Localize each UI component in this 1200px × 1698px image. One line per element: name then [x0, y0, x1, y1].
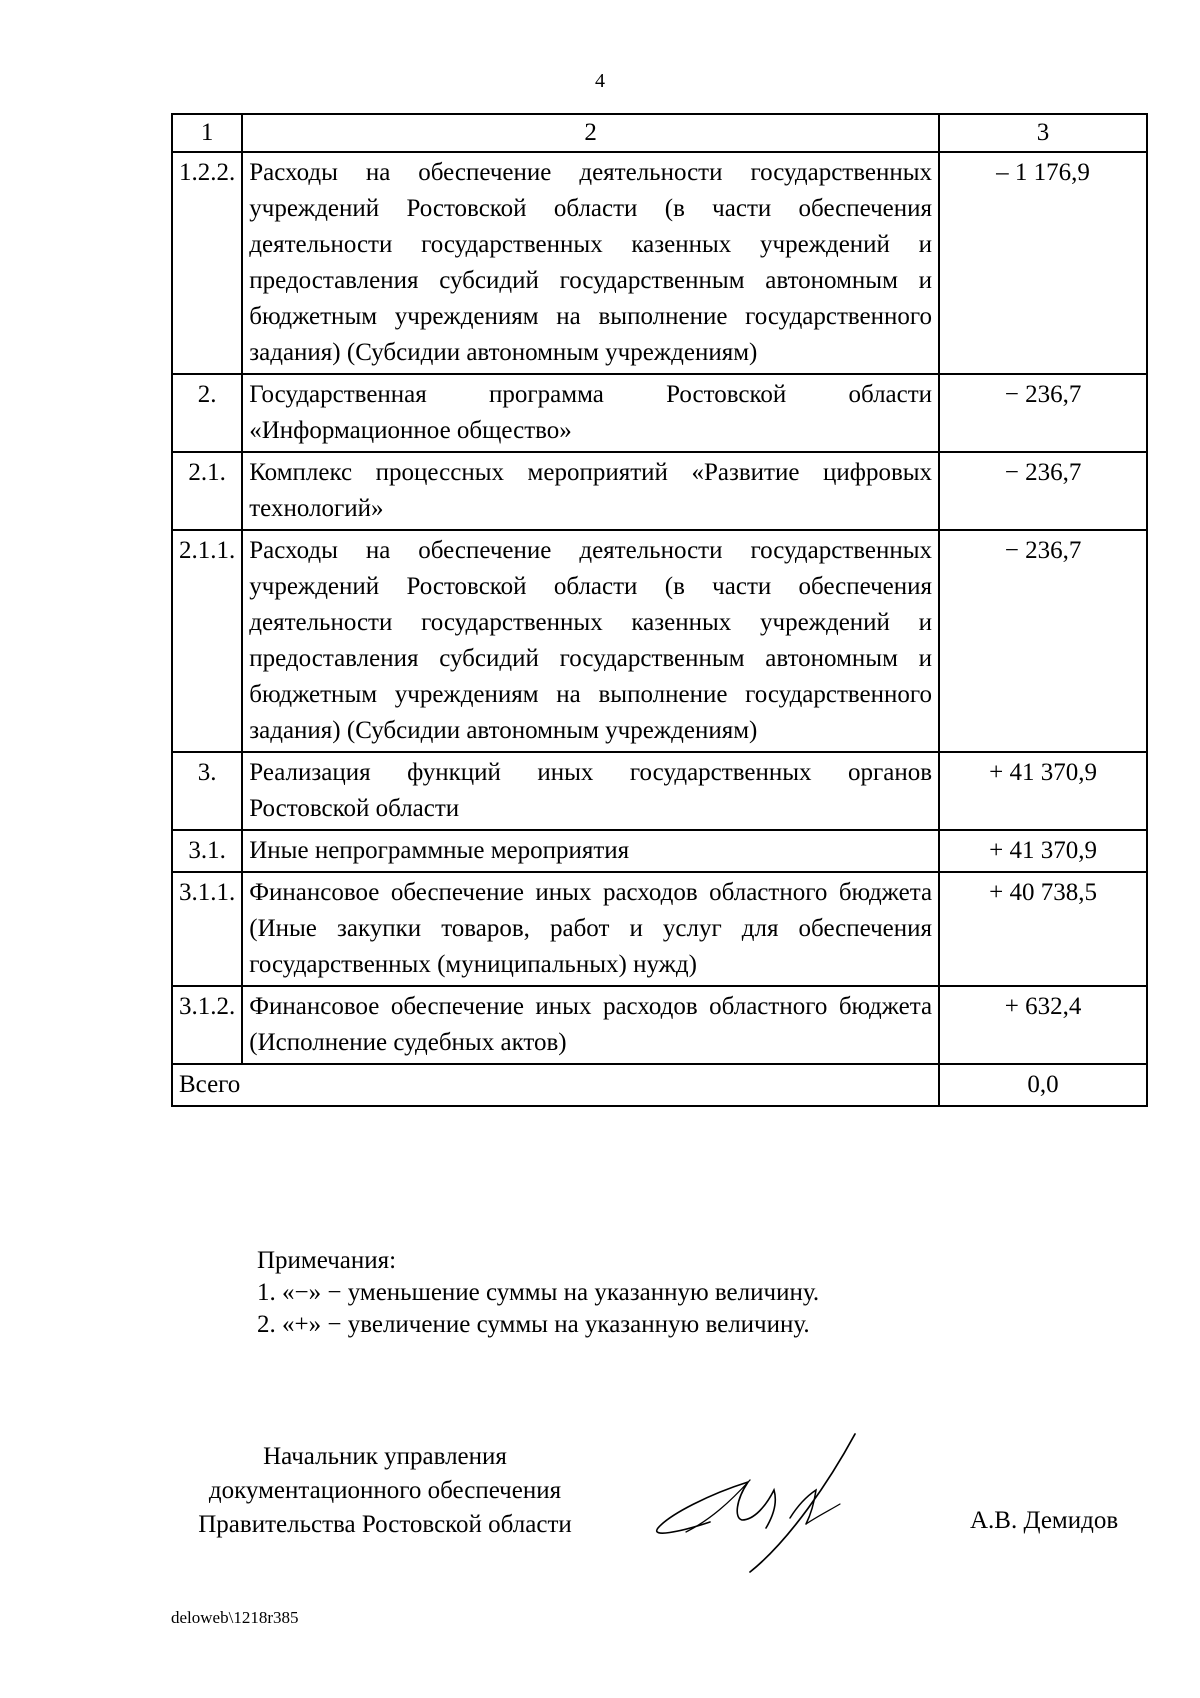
row-name: Расходы на обеспечение деятельности государственных учреждений Ростовской области (в части обеспечения деятельности государственных казенных учреждений и предоставления субсидий государственным автономным и бюджетным учреждениям на выполнение государственного задания) (Субсидии автономным учреждениям): [242, 152, 939, 374]
header-col-1: 1: [172, 114, 242, 152]
table-row: [172, 872, 1147, 986]
signer-title-line: Правительства Ростовской области: [198, 1511, 572, 1538]
total-value: 0,0: [939, 1064, 1147, 1106]
row-value: − 236,7: [939, 530, 1147, 752]
notes-title: Примечания:: [257, 1247, 397, 1274]
table-row: [172, 830, 1147, 872]
row-name: Иные непрограммные мероприятия: [242, 830, 939, 872]
row-value: + 40 738,5: [939, 872, 1147, 986]
row-number: 2.1.: [172, 452, 242, 530]
row-value: + 41 370,9: [939, 830, 1147, 872]
row-number: 2.1.1.: [172, 530, 242, 752]
signer-position: [150, 1440, 620, 1542]
table-row: [172, 986, 1147, 1064]
table-row: [172, 752, 1147, 830]
row-value: + 632,4: [939, 986, 1147, 1064]
document-code: deloweb\1218r385: [171, 1608, 299, 1627]
row-name: Расходы на обеспечение деятельности государственных учреждений Ростовской области (в части обеспечения деятельности государственных казенных учреждений и предоставления субсидий государственным автономным и бюджетным учреждениям на выполнение государственного задания) (Субсидии автономным учреждениям): [242, 530, 939, 752]
signer-title-line: документационного обеспечения: [208, 1477, 562, 1504]
notes-block: [257, 1245, 819, 1341]
table-total-row: [172, 1064, 1147, 1106]
row-name: Финансовое обеспечение иных расходов областного бюджета (Иные закупки товаров, работ и услуг для обеспечения государственных (муниципальных) нужд): [242, 872, 939, 986]
row-number: 1.2.2.: [172, 152, 242, 374]
table-row: [172, 530, 1147, 752]
signer-title-line: Начальник управления: [263, 1443, 507, 1470]
signer-name: А.В. Демидов: [970, 1507, 1119, 1534]
table-row: [172, 152, 1147, 374]
row-number: 2.: [172, 374, 242, 452]
total-label: Всего: [172, 1064, 939, 1106]
page-number: 4: [595, 70, 605, 92]
row-value: – 1 176,9: [939, 152, 1147, 374]
row-number: 3.1.: [172, 830, 242, 872]
handwritten-signature: [640, 1420, 940, 1580]
table-row: [172, 374, 1147, 452]
row-name: Государственная программа Ростовской области «Информационное общество»: [242, 374, 939, 452]
row-number: 3.1.2.: [172, 986, 242, 1064]
row-value: + 41 370,9: [939, 752, 1147, 830]
table-row: [172, 452, 1147, 530]
row-name: Комплекс процессных мероприятий «Развитие цифровых технологий»: [242, 452, 939, 530]
row-number: 3.1.1.: [172, 872, 242, 986]
row-number: 3.: [172, 752, 242, 830]
note-item: 2. «+» − увеличение суммы на указанную величину.: [257, 1311, 810, 1338]
header-col-2: 2: [242, 114, 939, 152]
table-header-row: [172, 114, 1147, 152]
row-name: Реализация функций иных государственных органов Ростовской области: [242, 752, 939, 830]
row-name: Финансовое обеспечение иных расходов областного бюджета (Исполнение судебных актов): [242, 986, 939, 1064]
header-col-3: 3: [939, 114, 1147, 152]
note-item: 1. «−» − уменьшение суммы на указанную величину.: [257, 1279, 820, 1306]
row-value: − 236,7: [939, 374, 1147, 452]
budget-changes-table: [171, 113, 1148, 1107]
row-value: − 236,7: [939, 452, 1147, 530]
